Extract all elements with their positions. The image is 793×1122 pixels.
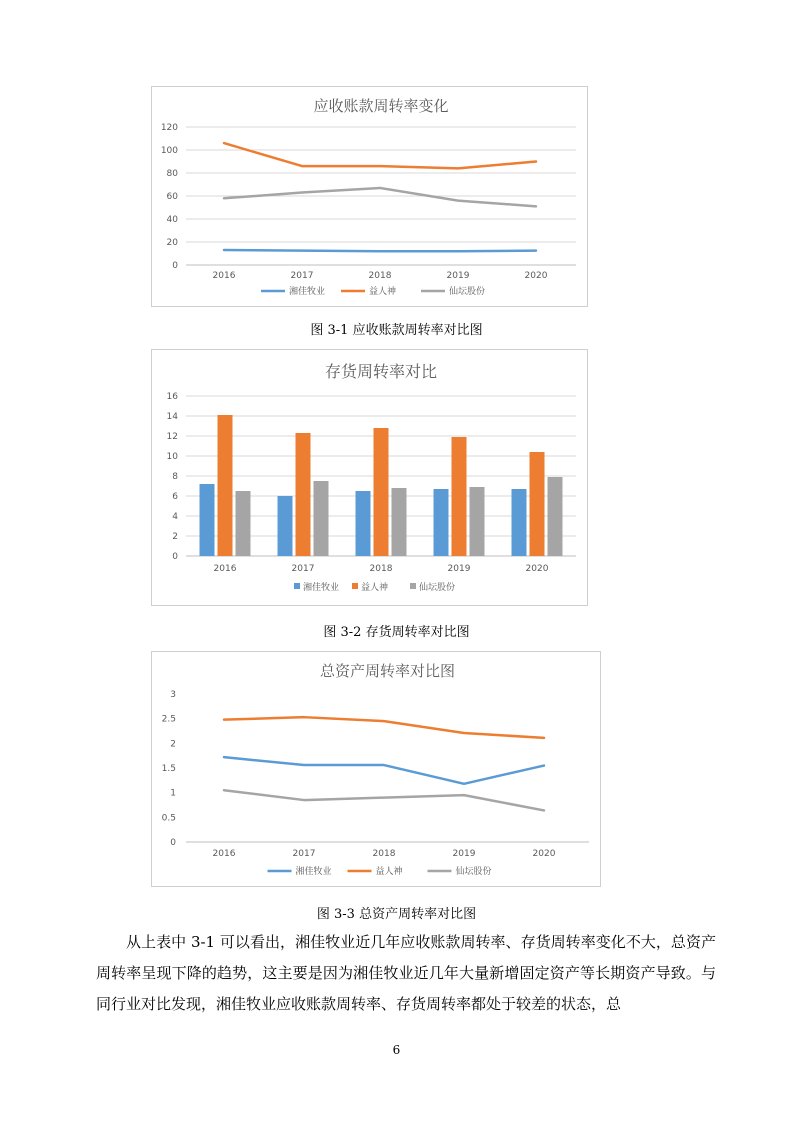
y-tick-label: 8 [172,472,178,482]
series-line-2 [224,717,544,738]
total-asset-turnover-chart [151,651,601,887]
x-tick-label: 2016 [212,849,236,859]
y-tick-label: 1.5 [161,764,176,774]
y-tick-label: 0 [172,261,178,271]
figure-caption-3-1: 图 3-1 应收账款周转率对比图 [310,323,483,338]
body-paragraph [96,927,716,1020]
receivables-turnover-chart [151,86,588,307]
series-line-1 [224,757,544,784]
y-tick-label: 0.5 [161,813,176,824]
y-tick-label: 12 [166,432,178,442]
y-tick-label: 4 [172,512,178,522]
chart-title: 总资产周转率对比图 [319,662,456,680]
x-tick-label: 2017 [292,849,316,859]
y-tick-label: 16 [166,392,178,402]
y-tick-label: 20 [166,238,178,248]
series-line-3 [224,790,544,810]
y-tick-label: 120 [160,123,178,133]
bar-1-2020 [512,489,527,556]
x-tick-label: 2019 [452,849,476,859]
legend-label: 益人神 [369,287,397,297]
receivables-turnover-chart-svg [152,87,589,308]
y-tick-label: 3 [170,690,176,700]
y-tick-label: 60 [166,192,178,202]
x-tick-label: 2018 [369,564,393,574]
bar-1-2016 [200,484,215,556]
chart-title: 应收账款周转率变化 [313,97,449,115]
legend-label: 湘佳牧业 [295,867,332,877]
body-paragraph-text: 从上表中 3-1 可以看出，湘佳牧业近几年应收账款周转率、存货周转率变化不大，总资产周转率呈现下降的趋势，这主要是因为湘佳牧业近几年大量新增固定资产等长期资产导致。与同行业对比发现，湘佳牧业应收账款周转率、存货周转率都处于较差的状态，总 [96,933,716,1013]
x-tick-label: 2017 [290,271,314,281]
bar-2-2018 [374,428,389,556]
y-tick-label: 40 [166,215,178,225]
y-tick-label: 14 [166,412,178,422]
page-number: 6 [392,1043,401,1057]
legend-swatch [352,583,358,589]
legend-label: 仙坛股份 [419,583,456,593]
legend-label: 湘佳牧业 [289,287,326,297]
bar-3-2019 [470,487,485,556]
legend-label: 益人神 [361,583,389,593]
x-tick-label: 2016 [212,271,236,281]
legend-swatch [410,583,416,589]
bar-3-2016 [236,491,251,556]
y-tick-label: 2 [172,532,178,542]
series-line-3 [224,188,536,206]
legend-label: 益人神 [375,867,403,877]
x-tick-label: 2018 [372,849,396,859]
bar-3-2020 [548,477,563,556]
legend-label: 仙坛股份 [449,287,486,297]
inventory-turnover-chart-svg [152,350,589,607]
bar-2-2020 [530,452,545,556]
series-line-1 [224,250,536,251]
x-tick-label: 2018 [368,271,392,281]
y-tick-label: 1 [170,788,176,799]
y-tick-label: 2.5 [161,714,176,725]
bar-2-2017 [296,433,311,556]
x-tick-label: 2019 [446,271,470,281]
x-tick-label: 2020 [532,849,556,859]
bar-2-2016 [218,415,233,556]
y-tick-label: 2 [170,739,176,750]
y-tick-label: 0 [172,552,178,562]
y-tick-label: 0 [170,838,176,848]
x-tick-label: 2020 [525,564,549,574]
bar-3-2018 [392,488,407,556]
inventory-turnover-chart [151,349,588,606]
bar-1-2017 [278,496,293,556]
y-tick-label: 80 [166,169,178,179]
bar-1-2018 [356,491,371,556]
x-tick-label: 2019 [447,564,471,574]
figure-caption-3-3: 图 3-3 总资产周转率对比图 [316,907,477,922]
x-tick-label: 2020 [524,271,548,281]
y-tick-label: 6 [172,492,178,502]
y-tick-label: 100 [160,146,178,156]
bar-1-2019 [434,489,449,556]
total-asset-turnover-chart-svg [152,652,602,888]
legend-label: 仙坛股份 [455,867,492,877]
legend-label: 湘佳牧业 [303,583,340,593]
x-tick-label: 2016 [213,564,237,574]
y-tick-label: 10 [166,452,178,462]
x-tick-label: 2017 [291,564,315,574]
bar-3-2017 [314,481,329,556]
legend-swatch [294,583,300,589]
figure-caption-3-2: 图 3-2 存货周转率对比图 [323,625,470,640]
series-line-2 [224,143,536,168]
bar-2-2019 [452,437,467,556]
chart-title: 存货周转率对比 [324,362,438,381]
